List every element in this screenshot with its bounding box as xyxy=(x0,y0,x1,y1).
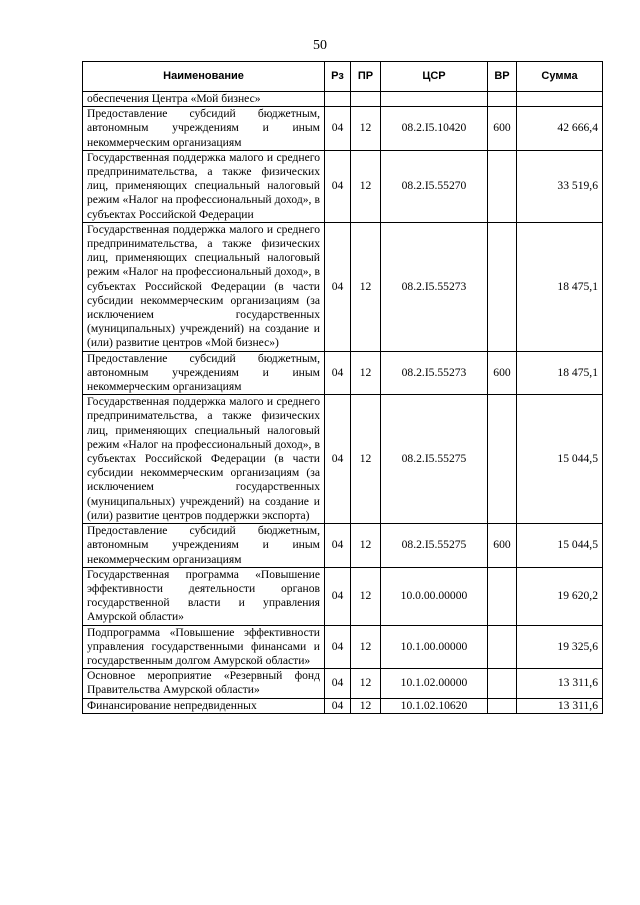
row-pr: 12 xyxy=(351,351,381,395)
table-row xyxy=(83,669,603,698)
row-pr: 12 xyxy=(351,698,381,713)
row-csr: 10.1.02.00000 xyxy=(381,669,488,698)
row-rz: 04 xyxy=(325,698,351,713)
header-sum: Сумма xyxy=(517,62,603,92)
table-row xyxy=(83,92,603,107)
row-vr xyxy=(488,150,517,222)
row-pr: 12 xyxy=(351,222,381,351)
header-name: Наименование xyxy=(83,62,325,92)
row-sum: 42 666,4 xyxy=(517,107,603,151)
row-csr xyxy=(381,92,488,107)
row-vr xyxy=(488,625,517,669)
header-vr: ВР xyxy=(488,62,517,92)
table-row xyxy=(83,222,603,351)
row-sum: 18 475,1 xyxy=(517,222,603,351)
row-csr: 10.1.02.10620 xyxy=(381,698,488,713)
row-pr: 12 xyxy=(351,395,381,524)
row-name: Предоставление субсидий бюджетным, автономным учреждениям и иным некоммерческим организациям xyxy=(83,524,325,568)
row-rz: 04 xyxy=(325,395,351,524)
row-csr: 10.0.00.00000 xyxy=(381,567,488,625)
row-rz: 04 xyxy=(325,150,351,222)
row-rz: 04 xyxy=(325,222,351,351)
row-name: Государственная поддержка малого и среднего предпринимательства, а также физических лиц, применяющих специальный налоговый режим «Налог на профессиональный доход», в субъектах Российской Федерации (в части субсидии некоммерческим организациям (за исключением государственных (муниципальных) учреждений) на создание и (или) развитие центров поддержки экспорта) xyxy=(83,395,325,524)
row-pr: 12 xyxy=(351,524,381,568)
row-rz: 04 xyxy=(325,669,351,698)
table-row xyxy=(83,567,603,625)
row-vr: 600 xyxy=(488,107,517,151)
row-vr xyxy=(488,395,517,524)
header-rz: Рз xyxy=(325,62,351,92)
row-name: Подпрограмма «Повышение эффективности управления государственными финансами и государственным долгом Амурской области» xyxy=(83,625,325,669)
row-name: Государственная программа «Повышение эффективности деятельности органов государственной власти и управления Амурской области» xyxy=(83,567,325,625)
row-vr xyxy=(488,92,517,107)
row-csr: 08.2.I5.55275 xyxy=(381,524,488,568)
header-pr: ПР xyxy=(351,62,381,92)
row-name: Финансирование непредвиденных xyxy=(83,698,325,713)
row-vr xyxy=(488,222,517,351)
row-sum: 15 044,5 xyxy=(517,524,603,568)
row-csr: 08.2.I5.55273 xyxy=(381,222,488,351)
row-sum: 13 311,6 xyxy=(517,698,603,713)
row-rz: 04 xyxy=(325,567,351,625)
row-csr: 08.2.I5.10420 xyxy=(381,107,488,151)
table-row xyxy=(83,395,603,524)
row-pr xyxy=(351,92,381,107)
table-row xyxy=(83,107,603,151)
row-vr xyxy=(488,669,517,698)
table-row xyxy=(83,150,603,222)
row-name: Основное мероприятие «Резервный фонд Правительства Амурской области» xyxy=(83,669,325,698)
row-name: Предоставление субсидий бюджетным, автономным учреждениям и иным некоммерческим организациям xyxy=(83,351,325,395)
row-pr: 12 xyxy=(351,625,381,669)
row-name: Предоставление субсидий бюджетным, автономным учреждениям и иным некоммерческим организациям xyxy=(83,107,325,151)
row-rz xyxy=(325,92,351,107)
row-vr: 600 xyxy=(488,351,517,395)
row-pr: 12 xyxy=(351,150,381,222)
row-pr: 12 xyxy=(351,107,381,151)
table-row xyxy=(83,625,603,669)
row-sum: 33 519,6 xyxy=(517,150,603,222)
row-csr: 08.2.I5.55270 xyxy=(381,150,488,222)
row-vr: 600 xyxy=(488,524,517,568)
row-pr: 12 xyxy=(351,567,381,625)
row-sum xyxy=(517,92,603,107)
table-row xyxy=(83,698,603,713)
row-sum: 19 325,6 xyxy=(517,625,603,669)
row-name: Государственная поддержка малого и среднего предпринимательства, а также физических лиц, применяющих специальный налоговый режим «Налог на профессиональный доход», в субъектах Российской Федерации xyxy=(83,150,325,222)
budget-table xyxy=(82,61,603,714)
header-csr: ЦСР xyxy=(381,62,488,92)
row-sum: 15 044,5 xyxy=(517,395,603,524)
row-rz: 04 xyxy=(325,351,351,395)
row-name: обеспечения Центра «Мой бизнес» xyxy=(83,92,325,107)
row-sum: 19 620,2 xyxy=(517,567,603,625)
row-rz: 04 xyxy=(325,524,351,568)
row-sum: 13 311,6 xyxy=(517,669,603,698)
row-rz: 04 xyxy=(325,625,351,669)
row-vr xyxy=(488,567,517,625)
row-csr: 10.1.00.00000 xyxy=(381,625,488,669)
table-row xyxy=(83,524,603,568)
row-name: Государственная поддержка малого и среднего предпринимательства, а также физических лиц, применяющих специальный налоговый режим «Налог на профессиональный доход», в субъектах Российской Федерации (в части субсидии некоммерческим организациям (за исключением государственных (муниципальных) учреждений) на создание и (или) развитие центров «Мой бизнес») xyxy=(83,222,325,351)
table-header-row xyxy=(83,62,603,92)
row-pr: 12 xyxy=(351,669,381,698)
page-number: 50 xyxy=(313,38,327,53)
row-csr: 08.2.I5.55273 xyxy=(381,351,488,395)
row-sum: 18 475,1 xyxy=(517,351,603,395)
row-csr: 08.2.I5.55275 xyxy=(381,395,488,524)
table-row xyxy=(83,351,603,395)
row-vr xyxy=(488,698,517,713)
row-rz: 04 xyxy=(325,107,351,151)
